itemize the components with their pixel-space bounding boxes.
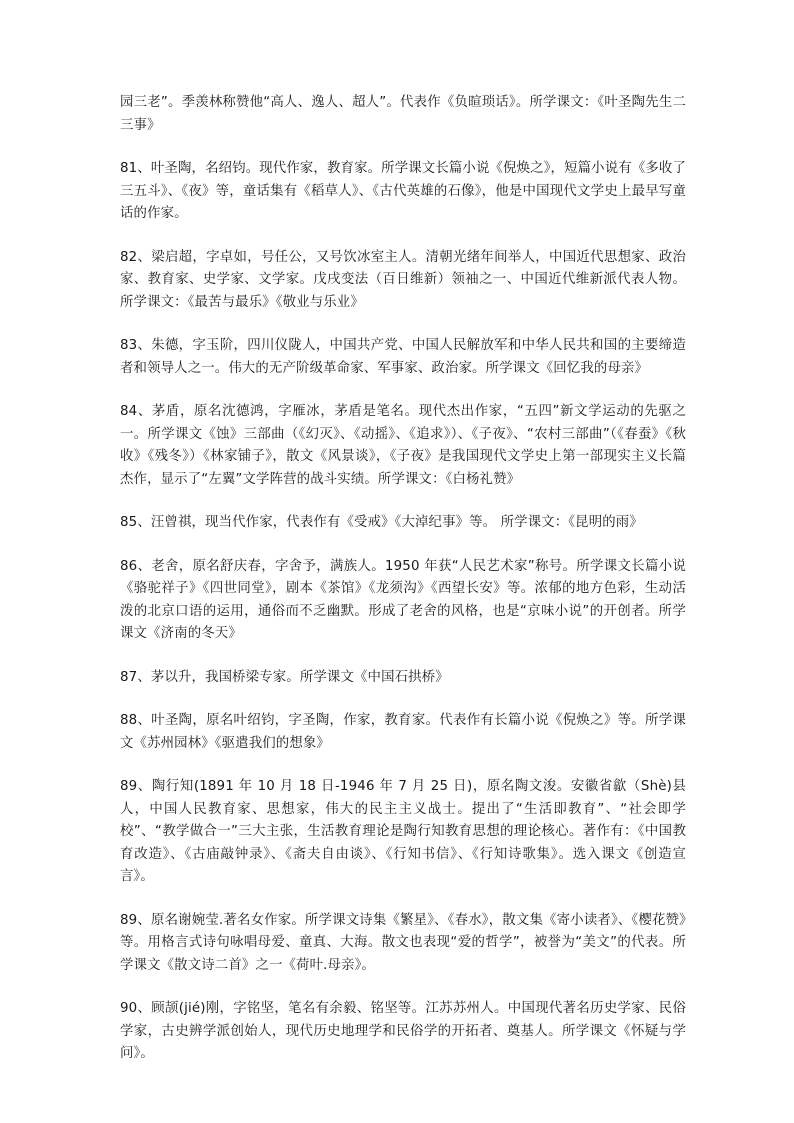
paragraph-82: 82、梁启超，字卓如，号任公，又号饮冰室主人。清朝光绪年间举人，中国近代思想家、政治家、教育家、史学家、文学家。戊戌变法（百日维新）领袖之一、中国近代维新派代表人物。所学课文：《最苦与最乐》《敬业与乐业》: [120, 249, 686, 310]
paragraph-83: 83、朱德，字玉阶，四川仪陇人，中国共产党、中国人民解放军和中华人民共和国的主要缔造者和领导人之一。伟大的无产阶级革命家、军事家、政治家。所学课文《回忆我的母亲》: [120, 338, 686, 376]
paragraph-88: 88、叶圣陶，原名叶绍钧，字圣陶，作家，教育家。代表作有长篇小说《倪焕之》等。所学课文《苏州园林》《驱遣我们的想象》: [120, 713, 686, 751]
paragraph-87: 87、茅以升，我国桥梁专家。所学课文《中国石拱桥》: [120, 669, 449, 685]
paragraph-84: 84、茅盾，原名沈德鸿，字雁冰，茅盾是笔名。现代杰出作家，“五四”新文学运动的先驱之一。所学课文《蚀》三部曲（《幻灭》、《动摇》、《追求》）、《子夜》、“农村三部曲”（《春蚕》《秋收》《残冬》）《林家铺子》，散文《风景谈》，《子夜》是我国现代文学史上第一部现实主义长篇杰作，显示了“左翼”文学阵营的战斗实绩。所学课文：《白杨礼赞》: [120, 404, 686, 487]
paragraph-89-bing-xin: 89、原名谢婉莹.著名女作家。所学课文诗集《繁星》、《春水》，散文集《寄小读者》、《樱花赞》等。用格言式诗句咏唱母爱、童真、大海。散文也表现“爱的哲学”，被誉为“美文”的代表。所学课文《散文诗二首》之一《荷叶.母亲》。: [120, 912, 686, 973]
paragraph-86: 86、老舍，原名舒庆春，字舍予，满族人。1950 年获“人民艺术家”称号。所学课文长篇小说《骆驼祥子》《四世同堂》，剧本《茶馆》《龙须沟》《西望长安》等。浓郁的地方色彩，生动活泼的北京口语的运用，通俗而不乏幽默。形成了老舍的风格，也是“京味小说”的开创者。所学课文《济南的冬天》: [120, 558, 686, 641]
paragraph-81: 81、叶圣陶，名绍钧。现代作家，教育家。所学课文长篇小说《倪焕之》，短篇小说有《多收了三五斗》、《夜》等，童话集有《稻草人》、《古代英雄的石像》，他是中国现代文学史上最早写童话的作家。: [120, 161, 686, 221]
document-page: [120, 92, 686, 1087]
paragraph-89-tao-xingzhi: 89、陶行知(1891 年 10 月 18 日-1946 年 7 月 25 日)，原名陶文浚。安徽省歙（Shè)县人，中国人民教育家、思想家，伟大的民主主义战士。提出了“生活即教育”、“社会即学校”、“教学做合一”三大主张，生活教育理论是陶行知教育思想的理论核心。著作有：《中国教育改造》、《古庙敲钟录》、《斋夫自由谈》、《行知书信》、《行知诗歌集》。选入课文《创造宣言》。: [120, 779, 686, 884]
paragraph-90: 90、顾颉(jié)刚，字铭坚，笔名有余毅、铭坚等。江苏苏州人。中国现代著名历史学家、民俗学家，古史辨学派创始人，现代历史地理学和民俗学的开拓者、奠基人。所学课文《怀疑与学问》。: [120, 1001, 686, 1061]
paragraph-continued-intro: 园三老”。季羡林称赞他“高人、逸人、超人”。代表作《负暄琐话》。所学课文：《叶圣陶先生二三事》: [120, 95, 686, 133]
paragraph-85: 85、汪曾祺，现当代作家，代表作有《受戒》《大淖纪事》等。 所学课文：《昆明的雨》: [120, 515, 643, 530]
